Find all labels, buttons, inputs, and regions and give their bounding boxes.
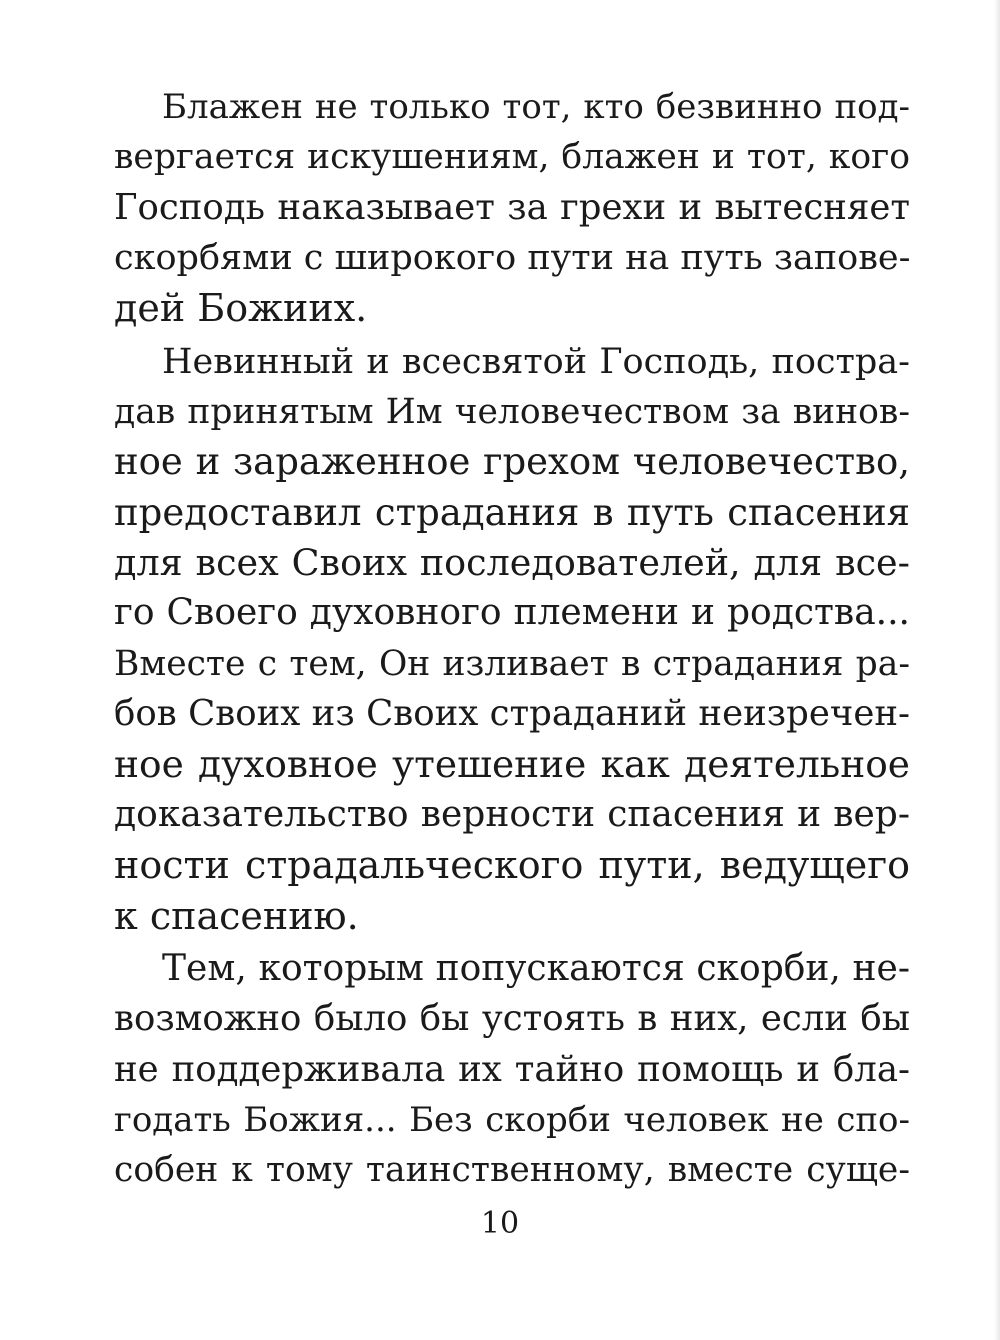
text-line: для всех Своих последователей, для все- [114,541,910,585]
text-line: ности страдальческого пути, ведущего [114,843,910,888]
page-number: 10 [480,1206,520,1241]
text-line: предоставил страдания в путь спасения [114,490,910,534]
text-line: ное духовное утешение как деятельное [114,742,910,787]
text-line: го Своего духовного племени и родства... [114,592,910,634]
text-line: вергается искушениям, блажен и тот, кого [114,137,910,178]
text-line: годать Божия... Без скорби человек не спо- [114,1099,910,1140]
text-line: дав принятым Им человечеством за винов- [114,392,910,433]
text-line: возможно было бы устоять в них, если бы [114,998,910,1040]
text-line: ное и зараженное грехом человечество, [114,440,910,484]
text-line: Тем, которым попускаются скорби, не- [162,947,910,989]
text-line: бов Своих из Своих страданий неизречен- [114,693,910,735]
text-line: к спасению. [114,893,359,938]
page-edge-shadow [994,0,1000,1340]
text-line: скорбями с широкого пути на путь запове- [114,238,911,279]
text-line: Вместе с тем, Он изливает в страдания ра- [114,643,910,684]
text-line: собен к тому таинственному, вместе суще- [114,1150,910,1191]
paragraph-1 [114,82,910,334]
text-line: Господь наказывает за грехи и вытесняет [114,186,910,228]
text-line: дей Божиих. [114,286,368,331]
text-line: Невинный и всесвятой Господь, постра- [162,341,910,382]
paragraph-2 [114,337,910,941]
text-line: Блажен не только тот, кто безвинно под- [162,87,910,127]
paragraph-3 [114,944,910,1196]
text-line: доказательство верности спасения и вер- [114,793,910,835]
text-line: не поддерживала их тайно помощь и бла- [114,1048,910,1090]
body-text [114,82,910,1196]
